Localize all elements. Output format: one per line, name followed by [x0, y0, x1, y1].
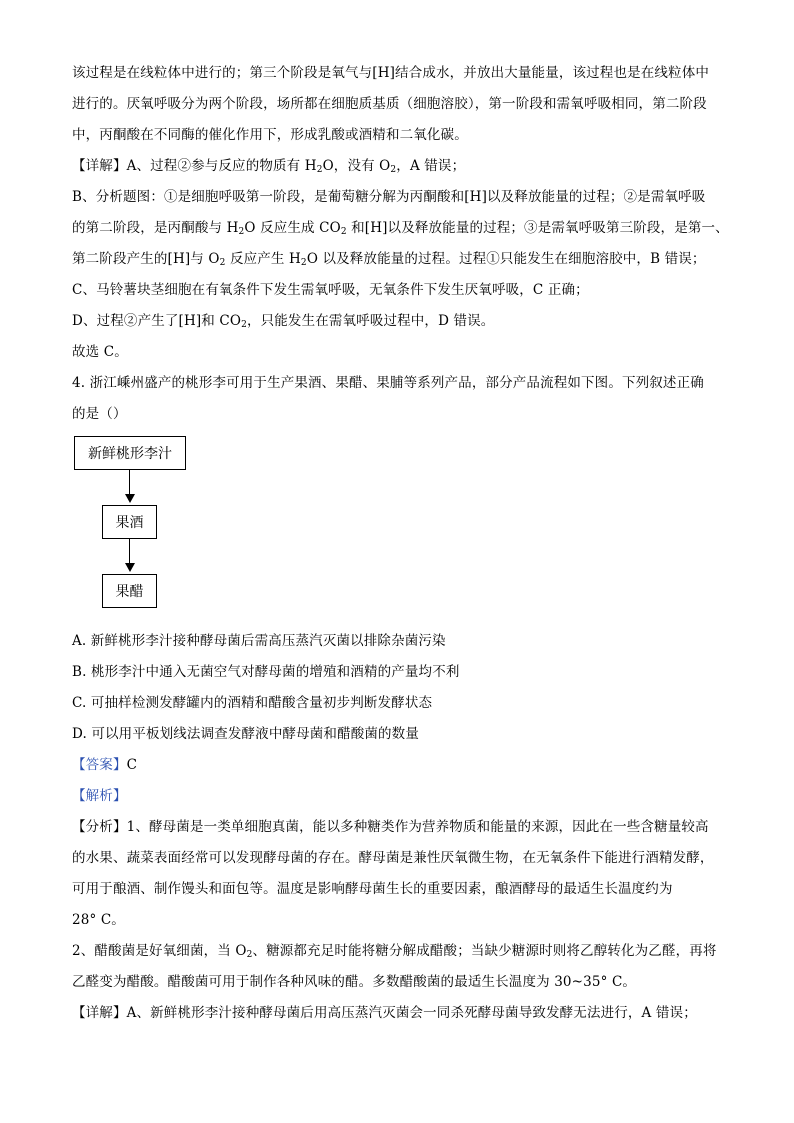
answer-line	[72, 750, 722, 781]
detail-b-line: 第二阶段产生的[H]与 $O_2$ 反应产生 $H_2O$ 以及释放能量的过程。过程①只能发生在细胞溶胶中，B 错误；	[72, 251, 706, 268]
flow-diagram	[72, 430, 722, 670]
flow-box-vinegar: 果醋	[102, 574, 157, 608]
detail-line: 【详解】A、新鲜桃形李汁接种酵母菌后用高压蒸汽灭菌会一同杀死酵母菌导致发酵无法进行，A 错误；	[72, 1005, 697, 1021]
choice-line: 故选 C。	[72, 344, 128, 360]
document-page	[72, 58, 729, 1029]
analysis-heading: 【解析】	[72, 788, 127, 804]
flow-connector	[129, 470, 130, 496]
detail-tag: 【详解】	[72, 1005, 127, 1021]
detail-b-line: B、分析题图：①是细胞呼吸第一阶段，是葡萄糖分解为丙酮酸和[H]以及释放能量的过程；②是需氧呼吸	[72, 189, 706, 205]
analysis-line: 乙醛变为醋酸。醋酸菌可用于制作各种风味的醋。多数醋酸菌的最适生长温度为 30~35° C。	[72, 974, 637, 990]
analysis-line: 28° C。	[72, 912, 125, 928]
arrow-down-icon	[125, 563, 135, 572]
answer-value: C	[126, 757, 138, 773]
question-stem: 4. 浙江嵊州盛产的桃形李可用于生产果酒、果醋、果脯等系列产品，部分产品流程如下图。下列叙述正确	[72, 375, 704, 391]
detail-c-line: C、马铃薯块茎细胞在有氧条件下发生需氧呼吸，无氧条件下发生厌氧呼吸，C 正确；	[72, 282, 589, 298]
question-stem: 的是（）	[72, 406, 127, 422]
analysis-line: 【分析】1、酵母菌是一类单细胞真菌，能以多种糖类作为营养物质和能量的来源，因此在一些含糖量较高	[72, 819, 709, 835]
analysis-line: 可用于酿酒、制作馒头和面包等。温度是影响酵母菌生长的重要因素，酿酒酵母的最适生长温度约为	[72, 881, 673, 897]
text-line: 中，丙酮酸在不同酶的催化作用下，形成乳酸或酒精和二氧化碳。	[72, 127, 468, 143]
flow-connector	[129, 539, 130, 565]
option-a: A. 新鲜桃形李汁接种酵母菌后需高压蒸汽灭菌以排除杂菌污染	[72, 633, 446, 649]
detail-d-line: D、过程②产生了[H]和 $CO_2$，只能发生在需氧呼吸过程中，D 错误。	[72, 313, 495, 330]
analysis-tag: 【分析】	[72, 819, 127, 835]
answer-tag: 【答案】	[72, 757, 127, 773]
detail-b-line: 的第二阶段，是丙酮酸与 $H_2O$ 反应生成 $CO_2$ 和[H]以及释放能量的过程；③是需氧呼吸第三阶段，是第一、	[72, 220, 729, 237]
arrow-down-icon	[125, 494, 135, 503]
analysis-line: 2、醋酸菌是好氧细菌，当 $O_2$、糖源都充足时能将糖分解成醋酸；当缺少糖源时则将乙醇转化为乙醛，再将	[72, 943, 717, 960]
option-d: D. 可以用平板划线法调查发酵液中酵母菌和醋酸菌的数量	[72, 726, 419, 742]
detail-tag: 【详解】	[72, 158, 127, 174]
option-c: C. 可抽样检测发酵罐内的酒精和醋酸含量初步判断发酵状态	[72, 695, 433, 711]
text-line: 该过程是在线粒体中进行的；第三个阶段是氧气与[H]结合成水，并放出大量能量，该过程也是在线粒体中	[72, 65, 710, 81]
text-line: 进行的。厌氧呼吸分为两个阶段，场所都在细胞质基质（细胞溶胶），第一阶段和需氧呼吸相同，第二阶段	[72, 96, 707, 112]
flow-box-wine: 果酒	[102, 505, 157, 539]
flow-box-juice: 新鲜桃形李汁	[74, 436, 186, 470]
option-b: B. 桃形李汁中通入无菌空气对酵母菌的增殖和酒精的产量均不利	[72, 664, 460, 680]
analysis-line: 的水果、蔬菜表面经常可以发现酵母菌的存在。酵母菌是兼性厌氧微生物，在无氧条件下能进行酒精发酵，	[72, 850, 714, 866]
detail-a-line: 【详解】A、过程②参与反应的物质有 $H_2O$，没有 $O_2$，A 错误；	[72, 158, 466, 175]
